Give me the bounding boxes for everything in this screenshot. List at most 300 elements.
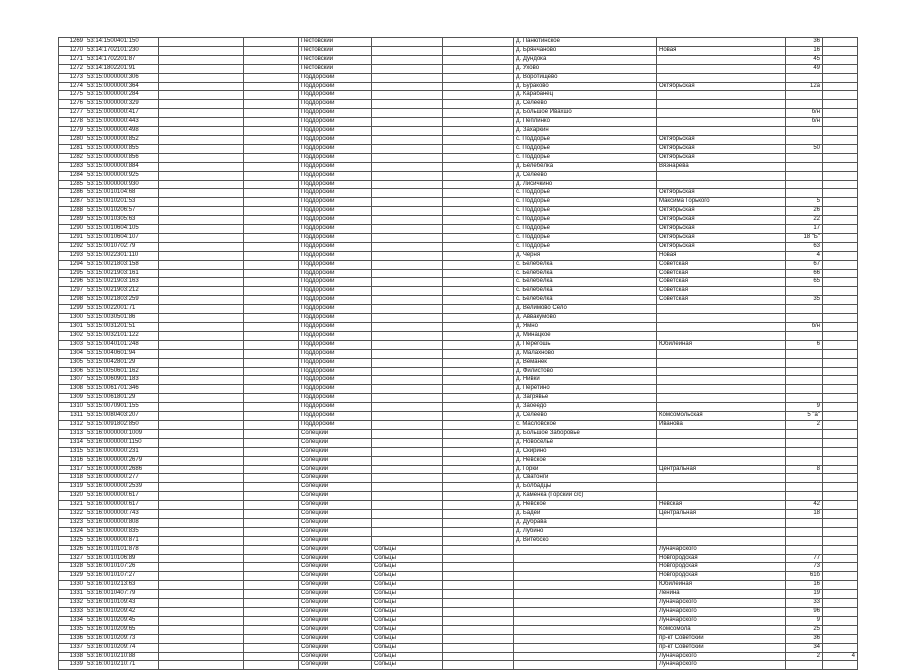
cadastral-number-cell: 53:16:0000000:617 [85,492,159,501]
row-number-cell: 1278 [59,118,86,127]
table-row [59,207,858,216]
empty-cell [443,394,514,403]
district-cell: Солецкий [299,661,372,670]
row-number-cell: 1298 [59,296,86,305]
street-cell: Октябрьская [657,189,786,198]
district-cell: Поддорский [299,340,372,349]
city-cell [372,251,443,260]
extra-cell [823,91,858,100]
row-number-cell: 1332 [59,599,86,608]
extra-cell [823,144,858,153]
district-cell: Поддорский [299,118,372,127]
table-row [59,118,858,127]
street-cell: Комсомольская [657,412,786,421]
locality-cell [514,625,657,634]
city-cell [372,278,443,287]
district-cell: Солецкий [299,652,372,661]
street-cell: Иванова [657,420,786,429]
cadastral-number-cell: 53:15:0010305:63 [85,216,159,225]
district-cell: Поддорский [299,412,372,421]
city-cell: Сольцы [372,563,443,572]
locality-cell: д. Воротищево [514,73,657,82]
empty-cell [443,456,514,465]
street-cell: Луначарского [657,599,786,608]
empty-cell [443,608,514,617]
empty-cell [159,100,244,109]
city-cell [372,153,443,162]
table-row [59,38,858,47]
cadastral-number-cell: 53:15:0000000:417 [85,109,159,118]
empty-cell [244,643,299,652]
row-number-cell: 1288 [59,207,86,216]
empty-cell [244,590,299,599]
city-cell [372,242,443,251]
city-cell [372,447,443,456]
extra-cell [823,189,858,198]
district-cell: Поддорский [299,233,372,242]
empty-cell [244,323,299,332]
street-cell [657,385,786,394]
row-number-cell: 1301 [59,323,86,332]
cadastral-number-cell: 53:15:0000000:306 [85,73,159,82]
locality-cell: д. Белебёлка [514,162,657,171]
empty-cell [159,367,244,376]
empty-cell [159,349,244,358]
house-number-cell [786,527,823,536]
locality-cell [514,554,657,563]
city-cell [372,109,443,118]
locality-cell: с. Поддорье [514,153,657,162]
district-cell: Солецкий [299,438,372,447]
locality-cell: д. Селеево [514,171,657,180]
district-cell: Солецкий [299,501,372,510]
city-cell [372,171,443,180]
empty-cell [443,287,514,296]
empty-cell [159,73,244,82]
street-cell [657,358,786,367]
house-number-cell [786,358,823,367]
empty-cell [443,82,514,91]
locality-cell: д. Селеево [514,100,657,109]
house-number-cell: 2 [786,420,823,429]
locality-cell: д. Пеплинко [514,118,657,127]
table-row [59,82,858,91]
table-row [59,420,858,429]
extra-cell [823,100,858,109]
empty-cell [159,376,244,385]
city-cell [372,518,443,527]
extra-cell [823,82,858,91]
row-number-cell: 1339 [59,661,86,670]
empty-cell [443,572,514,581]
empty-cell [159,82,244,91]
table-row [59,64,858,73]
empty-cell [244,278,299,287]
extra-cell [823,599,858,608]
cadastral-number-cell: 53:15:0032101:122 [85,331,159,340]
house-number-cell: 34 [786,643,823,652]
cadastral-number-cell: 53:16:0010107:27 [85,572,159,581]
house-number-cell [786,545,823,554]
cadastral-number-cell: 53:16:0010209:65 [85,625,159,634]
empty-cell [443,144,514,153]
empty-cell [159,590,244,599]
locality-cell [514,545,657,554]
cadastral-number-cell: 53:16:0010210:71 [85,661,159,670]
empty-cell [244,198,299,207]
empty-cell [443,518,514,527]
table-row [59,349,858,358]
empty-cell [244,64,299,73]
extra-cell [823,153,858,162]
extra-cell [823,278,858,287]
extra-cell [823,162,858,171]
empty-cell [159,501,244,510]
house-number-cell: 4 [786,251,823,260]
empty-cell [443,661,514,670]
table-row [59,216,858,225]
house-number-cell [786,518,823,527]
district-cell: Поддорский [299,135,372,144]
empty-cell [244,55,299,64]
empty-cell [443,135,514,144]
table-row [59,634,858,643]
extra-cell [823,501,858,510]
table-row [59,608,858,617]
locality-cell: с. Белебёлка [514,269,657,278]
cadastral-number-cell: 53:16:0000000:808 [85,518,159,527]
table-row [59,599,858,608]
district-cell: Поддорский [299,349,372,358]
empty-cell [443,483,514,492]
table-row [59,501,858,510]
house-number-cell [786,100,823,109]
cadastral-number-cell: 53:15:0042801:29 [85,358,159,367]
street-cell: Ленина [657,590,786,599]
cadastral-number-cell: 53:15:0010604:105 [85,225,159,234]
extra-cell [823,251,858,260]
extra-cell [823,634,858,643]
house-number-cell: 5 "а" [786,412,823,421]
cadastral-number-cell: 53:16:0000000:743 [85,510,159,519]
cadastral-number-cell: 53:16:0000000:2679 [85,456,159,465]
house-number-cell [786,331,823,340]
city-cell: Сольцы [372,634,443,643]
city-cell [372,367,443,376]
district-cell: Поддорский [299,216,372,225]
empty-cell [244,429,299,438]
street-cell: Октябрьская [657,82,786,91]
street-cell: Октябрьская [657,216,786,225]
extra-cell [823,429,858,438]
city-cell: Сольцы [372,581,443,590]
table-row [59,465,858,474]
city-cell [372,207,443,216]
cadastral-number-cell: 53:15:0000000:284 [85,91,159,100]
empty-cell [159,385,244,394]
house-number-cell: б/н [786,323,823,332]
table-row [59,242,858,251]
city-cell [372,198,443,207]
row-number-cell: 1304 [59,349,86,358]
empty-cell [159,162,244,171]
locality-cell: д. Дундока [514,55,657,64]
city-cell [372,260,443,269]
row-number-cell: 1337 [59,643,86,652]
row-number-cell: 1300 [59,314,86,323]
city-cell [372,46,443,55]
empty-cell [159,207,244,216]
city-cell [372,305,443,314]
street-cell [657,171,786,180]
table-row [59,260,858,269]
row-number-cell: 1269 [59,38,86,47]
city-cell [372,314,443,323]
locality-cell: д. Перетино [514,385,657,394]
extra-cell [823,55,858,64]
table-row [59,616,858,625]
house-number-cell: б/н [786,109,823,118]
empty-cell [443,38,514,47]
house-number-cell [786,162,823,171]
district-cell: Поддорский [299,242,372,251]
street-cell [657,394,786,403]
house-number-cell: 9 [786,403,823,412]
empty-cell [244,403,299,412]
empty-cell [244,545,299,554]
street-cell: Центральная [657,465,786,474]
street-cell [657,305,786,314]
district-cell: Поддорский [299,171,372,180]
locality-cell: д. Перегошь [514,340,657,349]
table-row [59,358,858,367]
empty-cell [443,349,514,358]
row-number-cell: 1282 [59,153,86,162]
city-cell [372,144,443,153]
house-number-cell: 5 [786,198,823,207]
house-number-cell [786,385,823,394]
row-number-cell: 1296 [59,278,86,287]
street-cell [657,456,786,465]
street-cell: пр-кт Советский [657,634,786,643]
empty-cell [244,91,299,100]
city-cell [372,510,443,519]
table-row [59,483,858,492]
row-number-cell: 1328 [59,563,86,572]
district-cell: Солецкий [299,447,372,456]
row-number-cell: 1330 [59,581,86,590]
city-cell: Сольцы [372,554,443,563]
row-number-cell: 1286 [59,189,86,198]
locality-cell [514,661,657,670]
empty-cell [443,536,514,545]
house-number-cell: 61б [786,572,823,581]
cadastral-number-cell: 53:16:0010213:63 [85,581,159,590]
house-number-cell [786,171,823,180]
locality-cell: с. Поддорье [514,242,657,251]
city-cell [372,474,443,483]
row-number-cell: 1281 [59,144,86,153]
row-number-cell: 1292 [59,242,86,251]
district-cell: Солецкий [299,492,372,501]
empty-cell [244,563,299,572]
locality-cell: д. Минацкое [514,331,657,340]
district-cell: Солецкий [299,572,372,581]
cadastral-number-cell: 53:16:0010209:45 [85,616,159,625]
empty-cell [159,64,244,73]
extra-cell [823,403,858,412]
city-cell [372,73,443,82]
district-cell: Солецкий [299,643,372,652]
street-cell: Луначарского [657,616,786,625]
extra-cell [823,296,858,305]
district-cell: Поддорский [299,127,372,136]
locality-cell [514,590,657,599]
locality-cell: с. Белебёлка [514,260,657,269]
empty-cell [443,278,514,287]
empty-cell [443,55,514,64]
street-cell [657,64,786,73]
cadastral-number-cell: 53:15:0000000:855 [85,144,159,153]
extra-cell [823,590,858,599]
house-number-cell [786,429,823,438]
street-cell: Новая [657,46,786,55]
empty-cell [159,251,244,260]
street-cell [657,349,786,358]
table-row [59,314,858,323]
house-number-cell [786,536,823,545]
empty-cell [159,144,244,153]
empty-cell [443,403,514,412]
district-cell: Поддорский [299,376,372,385]
empty-cell [159,652,244,661]
district-cell: Солецкий [299,536,372,545]
row-number-cell: 1277 [59,109,86,118]
city-cell [372,331,443,340]
street-cell [657,73,786,82]
district-cell: Поддорский [299,323,372,332]
district-cell: Поддорский [299,296,372,305]
cadastral-number-cell: 53:15:0021903:163 [85,278,159,287]
locality-cell: д. Ямно [514,323,657,332]
table-row [59,412,858,421]
empty-cell [244,385,299,394]
table-row [59,323,858,332]
street-cell [657,109,786,118]
cadastral-number-cell: 53:15:0000000:364 [85,82,159,91]
cadastral-number-cell: 53:16:0010106:89 [85,554,159,563]
empty-cell [443,225,514,234]
extra-cell [823,510,858,519]
empty-cell [244,616,299,625]
locality-cell: д. Дубрава [514,518,657,527]
district-cell: Солецкий [299,518,372,527]
extra-cell [823,171,858,180]
table-row [59,340,858,349]
cadastral-number-cell: 53:14:1802201:91 [85,64,159,73]
table-row [59,403,858,412]
cadastral-number-cell: 53:15:0010206:57 [85,207,159,216]
empty-cell [443,73,514,82]
street-cell: Советская [657,296,786,305]
empty-cell [159,225,244,234]
house-number-cell: 66 [786,269,823,278]
cadastral-number-cell: 53:15:0021903:161 [85,269,159,278]
extra-cell [823,554,858,563]
empty-cell [244,127,299,136]
street-cell: Советская [657,287,786,296]
locality-cell: с. Поддорье [514,144,657,153]
cadastral-number-cell: 53:15:0000000:930 [85,180,159,189]
cadastral-number-cell: 53:15:0010604:107 [85,233,159,242]
city-cell [372,38,443,47]
district-cell: Солецкий [299,465,372,474]
row-number-cell: 1274 [59,82,86,91]
empty-cell [244,438,299,447]
cadastral-number-cell: 53:16:0000000:871 [85,536,159,545]
table-row [59,429,858,438]
extra-cell [823,358,858,367]
empty-cell [159,510,244,519]
locality-cell: д. Черня [514,251,657,260]
empty-cell [443,109,514,118]
row-number-cell: 1275 [59,91,86,100]
empty-cell [159,545,244,554]
row-number-cell: 1308 [59,385,86,394]
cadastral-number-cell: 53:15:0022301:110 [85,251,159,260]
city-cell [372,287,443,296]
city-cell [372,162,443,171]
row-number-cell: 1299 [59,305,86,314]
empty-cell [159,634,244,643]
house-number-cell: 42 [786,501,823,510]
extra-cell [823,73,858,82]
city-cell [372,127,443,136]
locality-cell [514,599,657,608]
extra-cell [823,233,858,242]
empty-cell [159,314,244,323]
empty-cell [443,492,514,501]
extra-cell [823,216,858,225]
street-cell [657,100,786,109]
empty-cell [159,438,244,447]
empty-cell [244,625,299,634]
city-cell [372,225,443,234]
empty-cell [159,563,244,572]
row-number-cell: 1335 [59,625,86,634]
row-number-cell: 1270 [59,46,86,55]
house-number-cell: 17 [786,225,823,234]
house-number-cell [786,367,823,376]
locality-cell: д. Болбадцы [514,483,657,492]
house-number-cell: 65 [786,278,823,287]
empty-cell [159,153,244,162]
street-cell [657,331,786,340]
empty-cell [443,153,514,162]
row-number-cell: 1310 [59,403,86,412]
row-number-cell: 1271 [59,55,86,64]
house-number-cell [786,180,823,189]
city-cell [372,64,443,73]
street-cell [657,118,786,127]
city-cell [372,233,443,242]
empty-cell [443,260,514,269]
cadastral-number-cell: 53:15:0010104:68 [85,189,159,198]
district-cell: Поддорский [299,331,372,340]
empty-cell [244,180,299,189]
empty-cell [159,581,244,590]
table-row [59,127,858,136]
